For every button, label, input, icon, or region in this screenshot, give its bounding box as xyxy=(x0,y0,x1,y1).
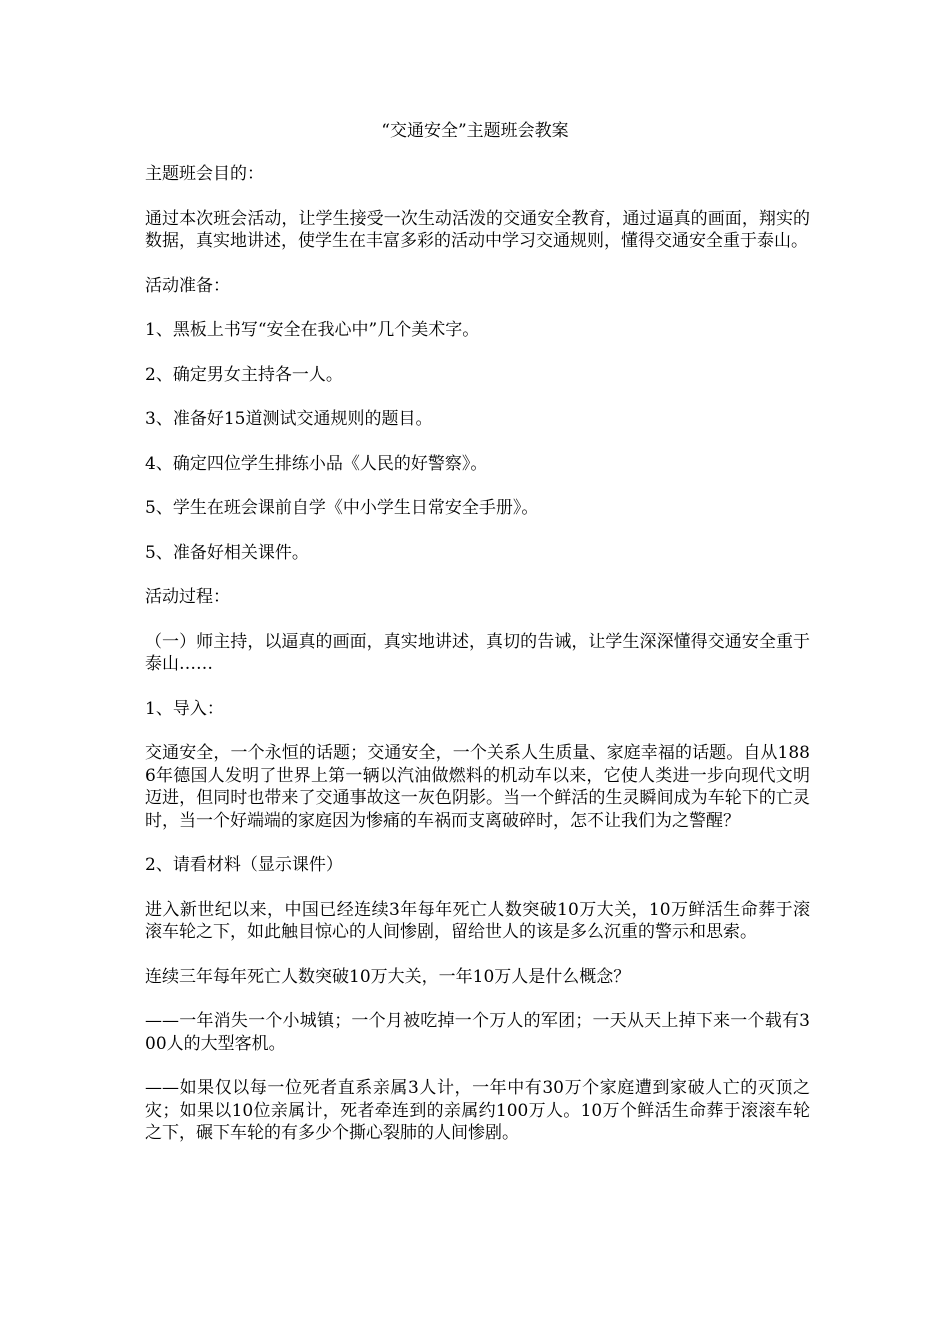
paragraph-preparation-heading: 活动准备： xyxy=(145,275,230,296)
paragraph-process-part-1: （一）师主持，以逼真的画面，真实地讲述，真切的告诫，让学生深深懂得交通安全重于泰山…… xyxy=(145,631,810,674)
paragraph-question: 连续三年每年死亡人数突破10万大关，一年10万人是什么概念？ xyxy=(145,966,631,987)
document-title: “交通安全”主题班会教案 xyxy=(381,121,569,141)
paragraph-preparation-item-3: 3、准备好15道测试交通规则的题目。 xyxy=(145,409,433,429)
paragraph-purpose-text: 通过本次班会活动，让学生接受一次生动活泼的交通安全教育，通过逼真的画面，翔实的数据，真实地讲述，使学生在丰富多彩的活动中学习交通规则，懂得交通安全重于泰山。 xyxy=(145,208,810,251)
document-body xyxy=(145,163,810,1167)
paragraph-preparation-item-5: 5、学生在班会课前自学《中小学生日常安全手册》。 xyxy=(145,498,539,518)
paragraph-purpose-heading: 主题班会目的： xyxy=(145,164,264,184)
paragraph-intro-heading: 1、导入： xyxy=(145,698,224,719)
paragraph-material-text: 进入新世纪以来，中国已经连续3年每年死亡人数突破10万大关，10万鲜活生命葬于滚滚车轮之下，如此触目惊心的人间惨剧，留给世人的该是多么沉重的警示和思索。 xyxy=(145,899,810,942)
paragraph-dash-1: ——一年消失一个小城镇；一个月被吃掉一个万人的军团；一天从天上掉下来一个载有300人的大型客机。 xyxy=(145,1011,810,1054)
paragraph-preparation-item-6: 5、准备好相关课件。 xyxy=(145,542,309,563)
paragraph-intro-text: 交通安全，一个永恒的话题；交通安全，一个关系人生质量、家庭幸福的话题。自从1886年德国人发明了世界上第一辆以汽油做燃料的机动车以来，它使人类进一步向现代文明迈进，但同时也带来了交通事故这一灰色阴影。当一个鲜活的生灵瞬间成为车轮下的亡灵时，当一个好端端的家庭因为惨痛的车祸而支离破碎时，怎不让我们为之警醒？ xyxy=(145,743,810,831)
paragraph-preparation-item-4: 4、确定四位学生排练小品《人民的好警察》。 xyxy=(145,453,488,474)
paragraph-material-heading: 2、请看材料（显示课件） xyxy=(145,855,343,875)
paragraph-preparation-item-2: 2、确定男女主持各一人。 xyxy=(145,364,343,385)
paragraph-process-heading: 活动过程： xyxy=(145,587,230,607)
paragraph-preparation-item-1: 1、黑板上书写“安全在我心中”几个美术字。 xyxy=(145,320,480,340)
paragraph-dash-2: ——如果仅以每一位死者直系亲属3人计，一年中有30万个家庭遭到家破人亡的灭顶之灾；如果以10位亲属计，死者牵连到的亲属约100万人。10万个鲜活生命葬于滚滚车轮之下，碾下车轮的有多少个撕心裂肺的人间惨剧。 xyxy=(145,1078,810,1143)
